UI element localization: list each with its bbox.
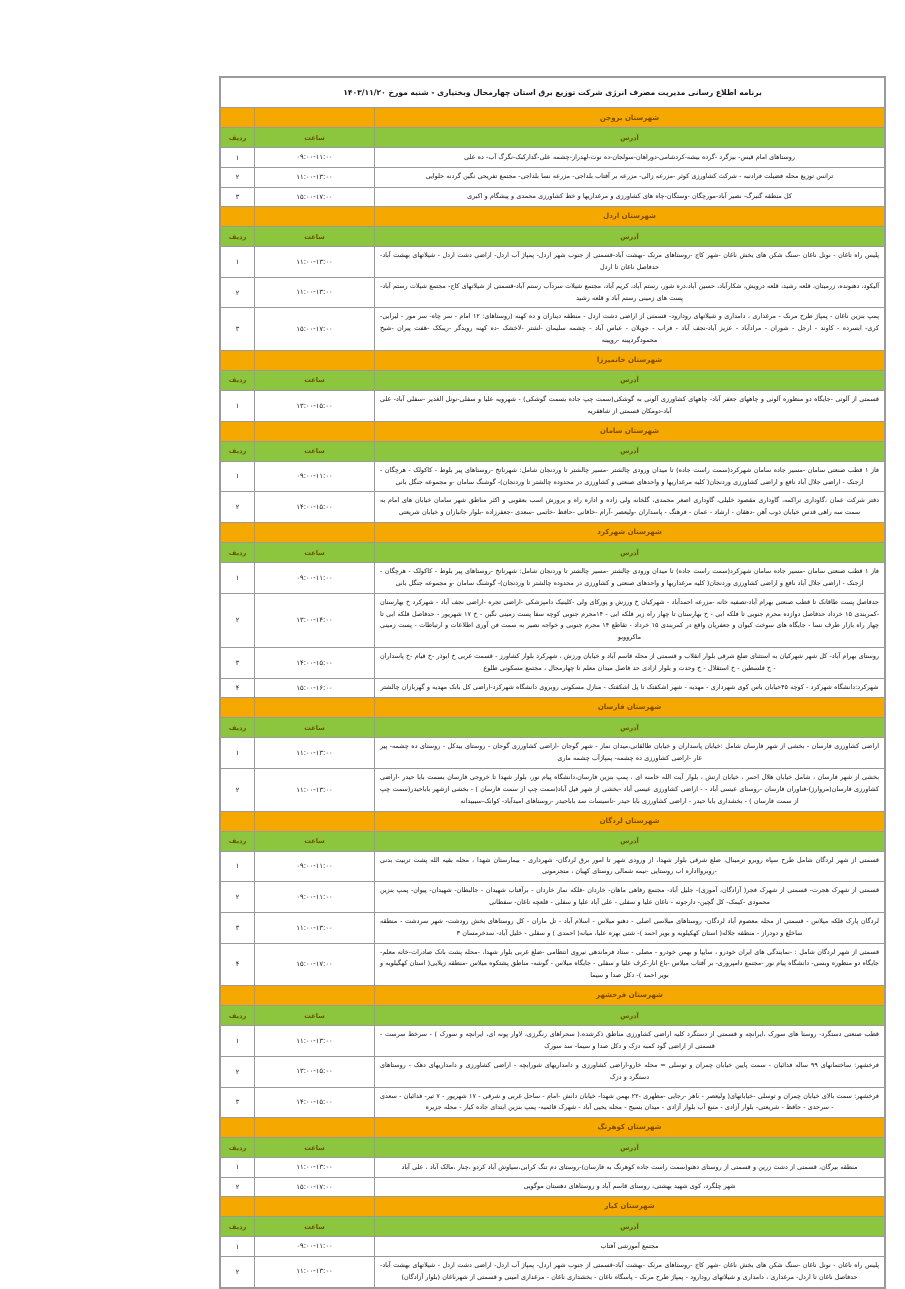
county-banner-spacer-time (255, 811, 375, 831)
outage-row-number: ۲ (221, 593, 255, 647)
column-header-time: ساعت (255, 543, 375, 563)
outage-time: ۱۱:۰۰-۱۳:۰۰ (255, 1256, 375, 1287)
column-header-row: ردیف (221, 370, 255, 390)
column-header-time: ساعت (255, 370, 375, 390)
county-name: شهرستان کیار (375, 1197, 885, 1217)
outage-time: ۱۴:۰۰-۱۵:۰۰ (255, 1087, 375, 1118)
column-header-row (221, 227, 885, 247)
column-header-row (221, 543, 885, 563)
county-banner-spacer-row (221, 350, 255, 370)
outage-time: ۰۹:۰۰-۱۱:۰۰ (255, 461, 375, 492)
outage-time: ۰۹:۰۰-۱۱:۰۰ (255, 563, 375, 594)
column-header-row: ردیف (221, 128, 255, 148)
outage-row-number: ۲ (221, 769, 255, 812)
outage-address: منطقه بیرگان، قسمتی از دشت زرین و قسمتی از روستای دهنو(سمت راست جاده کوهرنگ به فارسان)-روستای دم تنگ کرابی،سیاوش آباد کردو ،چنار ،مالک آباد ، علی آباد (375, 1158, 885, 1178)
county-banner-row (221, 350, 885, 370)
column-header-time: ساعت (255, 1217, 375, 1237)
column-header-row (221, 370, 885, 390)
outage-row-number: ۲ (221, 1256, 255, 1287)
outage-address: پلیس راه ناغان - نونل ناغان -سنگ شکن های بخش ناغان -شهر کاج -روستاهای مرنک -بهشت آباد-قسمتی از جنوب شهر اردل- پمپاژ آب اردل- اراضی دشت اردل - شیلاتهای بهشت آباد- حدفاصل ناغان تا اردل (375, 247, 885, 278)
outage-time: ۱۱:۰۰-۱۳:۰۰ (255, 1026, 375, 1057)
outage-time: ۰۹:۰۰-۱۱:۰۰ (255, 148, 375, 168)
outage-time: ۱۳:۰۰-۱۵:۰۰ (255, 390, 375, 421)
county-banner-spacer-row (221, 698, 255, 718)
county-banner-row (221, 207, 885, 227)
outage-address: روستای بهرام آباد- کل شهر شهرکیان به استثنای ضلع شرقی بلوار انقلاب و قسمتی از محله قاسم آباد و خیابان ورزش ، شهرکرد بلوار کشاورز - قسمت غربی خ ابوذر -خ قیام -خ پاسداران - خ فلسطین - خ استقلال - خ وحدت و بلوار ازادی حد فاصل میدان معلم تا چهارمحال ، مجتمع مسکونی طلوع (375, 648, 885, 679)
outage-time: ۱۱:۰۰-۱۳:۰۰ (255, 277, 375, 308)
outage-row-number: ۱ (221, 1237, 255, 1257)
outage-address: مجتمع آموزشی آفتاب (375, 1237, 885, 1257)
outage-address: لردگان پارک فلکه میلاس - قسمتی از محله معصوم آباد لردگان- روستاهای میلاسی اصلی - دهنو میلاس - اسلام آباد - تل ماران - کل روستاهای بخش رودشت- شهر سردشت - منطقه ساخلع و دودراز - منطقه جلاله( استان کهکیلویه و بویر احمد )- شتی بهره علیا، میانه( احمدی ) و سفلی - خلیل آباد- سدخرمسان ۳ (375, 912, 885, 943)
outage-time: ۱۴:۰۰-۱۵:۰۰ (255, 648, 375, 679)
column-header-time: ساعت (255, 227, 375, 247)
outage-row-number: ۳ (221, 308, 255, 351)
table-row (221, 678, 885, 698)
outage-address: شهر چلگرد، کوی شهید بهشتی، روستای قاسم آباد و روستاهای دهستان موگویی (375, 1177, 885, 1197)
table-row (221, 492, 885, 523)
table-row (221, 882, 885, 913)
table-row (221, 1056, 885, 1087)
outage-row-number: ۱ (221, 461, 255, 492)
outage-row-number: ۳ (221, 648, 255, 679)
column-header-time: ساعت (255, 718, 375, 738)
table-row (221, 247, 885, 278)
county-name: شهرستان کوهرنگ (375, 1118, 885, 1138)
outage-row-number: ۲ (221, 492, 255, 523)
county-banner-spacer-time (255, 986, 375, 1006)
county-name: شهرستان اردل (375, 207, 885, 227)
county-name: شهرستان بروجن (375, 108, 885, 128)
table-row (221, 148, 885, 168)
table-row (221, 648, 885, 679)
table-row (221, 943, 885, 986)
outage-row-number: ۳ (221, 1087, 255, 1118)
county-banner-row (221, 698, 885, 718)
outage-address: قطب صنعتی دستگرد- روستا های سورک ،ایرانچه و قسمتی از دستگرد کلیه اراضی کشاورزی مناطق ذکرشده،( سحراهای رنگرزی، لاوار پونه ای، ایرانچه و سورک ) - سرخط سرست - قسمتی از اراضی گود کمبه دزک و دکل صدا و سیما- سد سورک (375, 1026, 885, 1057)
outage-address: حدفاصل پست طاقانک تا قطب صنعتی بهرام آباد-تصفیه خانه -مزرعه احمدآباد - شهرکیان خ ورزش و پورکای ولی -کلینیک دامپزشکی -اراضی تجره -اراضی نجف آباد - شهرکرد خ بهارستان -کمربندی ۱۵ خرداد حدفاصل دوازده محرم جنوبی تا فلکه ابی - خ بهارستان تا چهار راه زیر فلکه ابی - ۱۴محرم جنوبی کوچه سفا پست زمینی نگین - خ ۱۷ شهریور - حدفاصل فلکه ابی تا چهار راه بازار طرف نسا - جایگاه های سوخت کیوان و جعفریان واقع در کمربندی ۱۵ خرداد - تقاطع ۱۴ محرم جنوبی و خواجه نصیر به سمت فن آوری اطلاعات و ارتباطات - پست زمینی ماکرووبو (375, 593, 885, 647)
table-row (221, 912, 885, 943)
county-banner-spacer-time (255, 1197, 375, 1217)
column-header-address: آدرس (375, 1217, 885, 1237)
outage-time: ۱۵:۰۰-۱۷:۰۰ (255, 187, 375, 207)
outage-row-number: ۱ (221, 1158, 255, 1178)
outage-row-number: ۳ (221, 912, 255, 943)
table-row (221, 167, 885, 187)
county-banner-row (221, 1118, 885, 1138)
table-row (221, 1237, 885, 1257)
column-header-time: ساعت (255, 441, 375, 461)
county-banner-spacer-time (255, 108, 375, 128)
outage-time: ۱۱:۰۰-۱۳:۰۰ (255, 167, 375, 187)
column-header-row (221, 1217, 885, 1237)
document-title-row (221, 78, 885, 108)
outage-time: ۱۵:۰۰-۱۶:۰۰ (255, 678, 375, 698)
outage-address: شهرکرد:دانشگاه شهرکرد - کوچه ۴۵خیابان باس کوی شهرداری - مهدیه - شهر اشکفتک تا پل اشکفتک - منازل مسکونی روبروی دانشگاه شهرکرد-اراضی کل بانک مهدیه و گهربازان چالشتر (375, 678, 885, 698)
outage-address: دفتر شرکت عمان ،گاوداری تراکمه، گاوداری مقصود خلیلی، گاوداری اصغر محمدی، گلخانه ولی زاده و اداره راه و پرورش اسب بعقوبی و اکثر مناطق شهر سامان خیابان های امام به سمت سه راهی قدس خیابان ذوب آهن -دهقان - ارشاد - عمان - فرهنگ - پاسداران -ولیعصر -آرام -خاقانی -حافظ -خاتمی -سعدی -جعفرزاده -بلوار جانبازان و خیابان شریعتی (375, 492, 885, 523)
outage-time: ۱۵:۰۰-۱۷:۰۰ (255, 943, 375, 986)
column-header-address: آدرس (375, 227, 885, 247)
outage-time: ۱۳:۰۰-۱۵:۰۰ (255, 1056, 375, 1087)
county-name: شهرستان خانمیرزا (375, 350, 885, 370)
county-banner-row (221, 421, 885, 441)
county-banner-spacer-row (221, 986, 255, 1006)
outage-address: فاز ۱ قطب صنعتی سامان -مسیر جاده سامان شهرکرد(سمت راست جاده) تا میدان ورودی چالشتر -مسیر چالشتر تا وردنجان شامل: شهرناتخ -روستاهای پیر بلوط - کاکولک - هرچگان - ارجنک - اراضی جلال آباد نافع و اراضی کشاورزی وردنجان( کلیه مرغداریها و واحدهای صنعتی و کشاورزی در محدوده چالشتر تا وردنجان)- گوشنگ سامان -و مجموعه جنگل بانی (375, 461, 885, 492)
table-row (221, 1177, 885, 1197)
document-title: برنامه اطلاع رسانی مدیریت مصرف انرژی شرکت توزیع برق استان چهارمحال وبختیاری - شنبه مورخ ۱۴۰۳/۱۱/۲۰ (221, 78, 885, 108)
county-banner-spacer-time (255, 698, 375, 718)
column-header-row (221, 718, 885, 738)
column-header-row (221, 128, 885, 148)
outage-row-number: ۲ (221, 1056, 255, 1087)
table-row (221, 563, 885, 594)
column-header-row: ردیف (221, 1138, 255, 1158)
outage-time: ۱۱:۰۰-۱۳:۰۰ (255, 247, 375, 278)
outage-address: قسمتی از شهرک هجرت- قسمتی از شهرک فجر( آزادگان، آموزی)- جلیل آباد- مجتمع رفاهی ماهان- خاردان -فلکه نماز خاردان - برآفتاب شهیدان - جالبطان- شهیدان- پیوان- پمپ بنزین محمودی -کیمک- کل گچین- دارجونه - ناغان علیا و سفلی - علی آباد علیا و سفلی - قلعچه ناغان- سفطانی (375, 882, 885, 913)
column-header-time: ساعت (255, 1006, 375, 1026)
column-header-address: آدرس (375, 1006, 885, 1026)
table-row (221, 277, 885, 308)
outage-row-number: ۱ (221, 247, 255, 278)
outage-time: ۱۴:۰۰-۱۵:۰۰ (255, 492, 375, 523)
county-name: شهرستان فرخشهر (375, 986, 885, 1006)
table-row (221, 1256, 885, 1287)
outage-address: آلیکود، دهنونده، زرمیتان، قلعه رشید، قلعه درویش، شکارآباد، حسین آباد،دره شور، رستم آباد، کریم آباد، مجتمع شیلات سردآب رستم آباد-قسمتی از شیلاتهای کاج- مجتمع شیلات رستم آباد- پست های زمینی رستم آباد و قلعه رشید (375, 277, 885, 308)
county-banner-spacer-row (221, 1197, 255, 1217)
outage-address: قسمتی از آلونی -جایگاه دو منظوره آلونی و چاههای جعفر آباد- چاههای کشاورزی آلونی به گوشکی(سمت چپ جاده بسمت گوشکی) - شهرویه علیا و سفلی-نونل الغدیر -سفلی آباد- علی آباد-دومکان قسمتی از شاهقریه (375, 390, 885, 421)
county-banner-spacer-row (221, 523, 255, 543)
table-row (221, 461, 885, 492)
table-row (221, 390, 885, 421)
county-banner-spacer-row (221, 811, 255, 831)
table-row (221, 593, 885, 647)
outage-address: کل منطقه گنبرگ- نصیر آباد-مورچگان -وستگان-چاه های کشاورزی و مرغداریها و خط کشاورزی محمدی و پیشگام و اکبری (375, 187, 885, 207)
outage-time: ۱۵:۰۰-۱۷:۰۰ (255, 308, 375, 351)
outage-time: ۱۱:۰۰-۱۳:۰۰ (255, 769, 375, 812)
county-banner-spacer-row (221, 421, 255, 441)
county-banner-spacer-time (255, 1118, 375, 1138)
county-banner-spacer-row (221, 207, 255, 227)
column-header-address: آدرس (375, 370, 885, 390)
column-header-time: ساعت (255, 128, 375, 148)
column-header-row: ردیف (221, 718, 255, 738)
column-header-address: آدرس (375, 718, 885, 738)
table-row (221, 769, 885, 812)
outage-address: پمپ بنزین ناغان - پمپاژ طرح مرنک - مرغداری ، دامداری و شیلاتهای رودارود- قسمتی از اراضی دشت اردل - منطقه دیناران و ده کهنه (روستاهای: ۱۲ امام - سر چاه- سر مور - لیرابی- کری- ابسرده - کاوند - ارجل - شوران - مرادآباد - عزیز آباد-نجف آباد - فراب - جویلان - عباس آباد - چشمه سلیمان -لشتر -لاخشک -ده کهنه رویدگر -ریبکک -هفت پیران -شیخ محمودگردپینه -روپینه (375, 308, 885, 351)
column-header-row: ردیف (221, 831, 255, 851)
outage-address: فرخشهر: سمت بالای خیابان چمران و توسلی -خیابانهای( ولیعصر - ناهر -رجایی -مطهری -۲۲ بهمن شهدا- خیابان دانش -امام - ساحل غربی و شرقی - ۱۷ شهریور - ۷ تیر- فدائیان - سعدی - سرحدی - حافظ - شریعتی- بلوار آزادی - منبع آب بلوار آزادی - میدان بسیج - محله یحیی آباد - شهرک قائمیه- پمپ بنزین ابتدای جاده کیار - محله جزیره (375, 1087, 885, 1118)
outage-row-number: ۱ (221, 851, 255, 882)
outage-time: ۱۱:۰۰-۱۳:۰۰ (255, 1158, 375, 1178)
outage-row-number: ۴ (221, 943, 255, 986)
table-row (221, 738, 885, 769)
column-header-row (221, 831, 885, 851)
outage-address: قسمتی از شهر لردگان شامل طرح سپاه روبرو ترمینال، ضلع شرقی بلوار شهدا، از ورودی شهر تا امور برق لردگان- شهرداری - بیمارستان شهدا ، محله بقیه الله پشت تربیت بدنی -روبروااداره اب روستایی -نیمه شمالی روستای کهیان ، متجرمونی (375, 851, 885, 882)
county-name: شهرستان شهرکرد (375, 523, 885, 543)
outage-address: روستاهای امام قیس- بیزگرد -گرده بیشه-کردشامی-دوراهان-سولجان-ده نوت-لهدراز-چشمه علی-گدارکبک-نگرگ آب- ده علی (375, 148, 885, 168)
column-header-row: ردیف (221, 441, 255, 461)
county-banner-row (221, 986, 885, 1006)
county-banner-spacer-time (255, 350, 375, 370)
outage-row-number: ۳ (221, 187, 255, 207)
outage-row-number: ۱ (221, 563, 255, 594)
outage-time: ۱۳:۰۰-۱۴:۰۰ (255, 593, 375, 647)
county-banner-spacer-row (221, 1118, 255, 1138)
outage-time: ۱۵:۰۰-۱۷:۰۰ (255, 1177, 375, 1197)
county-name: شهرستان فارسان (375, 698, 885, 718)
outage-row-number: ۲ (221, 277, 255, 308)
outage-row-number: ۲ (221, 882, 255, 913)
column-header-row (221, 441, 885, 461)
outage-row-number: ۱ (221, 738, 255, 769)
outage-address: فاز ۱ قطب صنعتی سامان -مسیر جاده سامان شهرکرد(سمت راست جاده) تا میدان ورودی چالشتر -مسیر چالشتر تا وردنجان شامل: شهرناتخ -روستاهای پیر بلوط - کاکولک - هرچگان - ارجنک - اراضی جلال آباد نافع و اراضی کشاورزی وردنجان( کلیه مرغداریها و واحدهای صنعتی و کشاورزی در محدوده چالشتر تا وردنجان)- گوشنگ سامان -و مجموعه جنگل بانی (375, 563, 885, 594)
county-banner-row (221, 108, 885, 128)
outage-address: ترانس توزیع محله فضیلت فرادنبه - شرکت کشاورزی کوثر -مزرعه زالی- مزرعه بر آفتاب بلداجی- مزرعه نسا بلداجی- مجتمع تفریحی نگین گردنه حلوایی (375, 167, 885, 187)
column-header-address: آدرس (375, 1138, 885, 1158)
column-header-address: آدرس (375, 543, 885, 563)
outage-row-number: ۱ (221, 1026, 255, 1057)
outage-schedule-sheet (219, 76, 886, 1289)
column-header-time: ساعت (255, 1138, 375, 1158)
county-banner-row (221, 1197, 885, 1217)
outage-row-number: ۲ (221, 1177, 255, 1197)
county-banner-spacer-row (221, 108, 255, 128)
outage-time: ۰۹:۰۰-۱۱:۰۰ (255, 882, 375, 913)
outage-address: بخشی از شهر فارسان ، شامل خیابان هلال احمر ، خیابان ارتش ، بلوار آیت الله خامنه ای ، پمپ بنزین فارسان،دانشگاه پیام نور، بلوار شهدا تا خروجی فارسان بسمت بابا حیدر -اراضی کشاورزی فارسان(مروارژ)-فناوران فارسان -روستای عیسی آباد - - اراضی کشاورزی عیسی آباد -بخشی از شهر فیل آباد(سمت چپ از سمت فارسان ) - بخشی ازشهر باباحیدر(سمت چپ از سمت فارسان ) - بخشداری بابا حیدر - اراضی کشاورزی بابا حیدر -تاسیسات سد باباحیدر -روستاهای امیدآباد- کوانک-سیبیدانه (375, 769, 885, 812)
table-row (221, 1087, 885, 1118)
outage-time: ۱۱:۰۰-۱۳:۰۰ (255, 912, 375, 943)
county-banner-row (221, 523, 885, 543)
table-row (221, 308, 885, 351)
column-header-row: ردیف (221, 543, 255, 563)
column-header-time: ساعت (255, 831, 375, 851)
outage-row-number: ۴ (221, 678, 255, 698)
outage-time: ۰۹:۰۰-۱۱:۰۰ (255, 851, 375, 882)
outage-schedule-table (220, 77, 885, 1288)
table-row (221, 1158, 885, 1178)
column-header-address: آدرس (375, 831, 885, 851)
county-banner-spacer-time (255, 523, 375, 543)
outage-time: ۰۹:۰۰-۱۱:۰۰ (255, 1237, 375, 1257)
county-name: شهرستان لردگان (375, 811, 885, 831)
outage-row-number: ۲ (221, 167, 255, 187)
county-banner-spacer-time (255, 207, 375, 227)
column-header-row: ردیف (221, 227, 255, 247)
outage-address: فرخشهر: ساختمانهای ۹۹ ساله فدائیان - سمت پایین خیابان چمران و توسلی = محله خارو-اراضی کشاورزی و دامداریهای شورابچه - اراضی کشاورزی و دامداریهای دهک - روستاهای دستگرد و دزک (375, 1056, 885, 1087)
outage-address: اراضی کشاورزی فارسان - بخشی از شهر فارسان شامل :خیابان پاسداران و خیابان طالقانی،میدان نماز - شهر گوجان -اراضی کشاورزی گوجان - روستای بیدکل - روستای ده چشمه- پیر غار -اراضی کشاورزی ده چشمه- پمپاژآب چشمه ماری (375, 738, 885, 769)
outage-row-number: ۱ (221, 148, 255, 168)
outage-address: پلیس راه ناغان - نونل ناغان -سنگ شکن های بخش ناغان -شهر کاج -روستاهای مرنک -بهشت آباد-قسمتی از جنوب شهر اردل- پمپاژ آب اردل- اراضی دشت اردل - شیلاتهای بهشت آباد- حدفاصل ناغان تا اردل- مرغداری ، دامداری و شیلاتهای رودارود - پمپاژ طرح مرنک - پاسگاه ناغان - بخشداری ناغان - مرغداری امینی و قسمتی از شهرناغان (بلوار آزادگان) (375, 1256, 885, 1287)
table-row (221, 1026, 885, 1057)
table-row (221, 851, 885, 882)
column-header-address: آدرس (375, 441, 885, 461)
column-header-row (221, 1006, 885, 1026)
column-header-row (221, 1138, 885, 1158)
county-name: شهرستان سامان (375, 421, 885, 441)
outage-time: ۱۱:۰۰-۱۳:۰۰ (255, 738, 375, 769)
outage-address: قسمتی از شهر لردگان شامل : -نمایندگی های ایران خودرو ، سایپا و بهمن خودرو - مصلی - ستاد فرماندهی نیروی انتظامی -ضلع غربی بلوار شهدا، -محله پشت بانک صادرات-خانه معلم-جایگاه دو منظوره وبسی- دانشگاه پیام نور -مجتمع دامپروری- بر آفتاب میلاس -باغ انار-کرف علیا و سفلی - جایگاه میلاس - گوشه- مناطق پشتکوه میلاس -منطقه زیلایی( استان کهگیلویه و بویر احمد )- دکل صدا و سیما (375, 943, 885, 986)
county-banner-row (221, 811, 885, 831)
county-banner-spacer-time (255, 421, 375, 441)
column-header-row: ردیف (221, 1217, 255, 1237)
table-row (221, 187, 885, 207)
column-header-address: آدرس (375, 128, 885, 148)
outage-row-number: ۱ (221, 390, 255, 421)
column-header-row: ردیف (221, 1006, 255, 1026)
table-body (221, 78, 885, 1288)
